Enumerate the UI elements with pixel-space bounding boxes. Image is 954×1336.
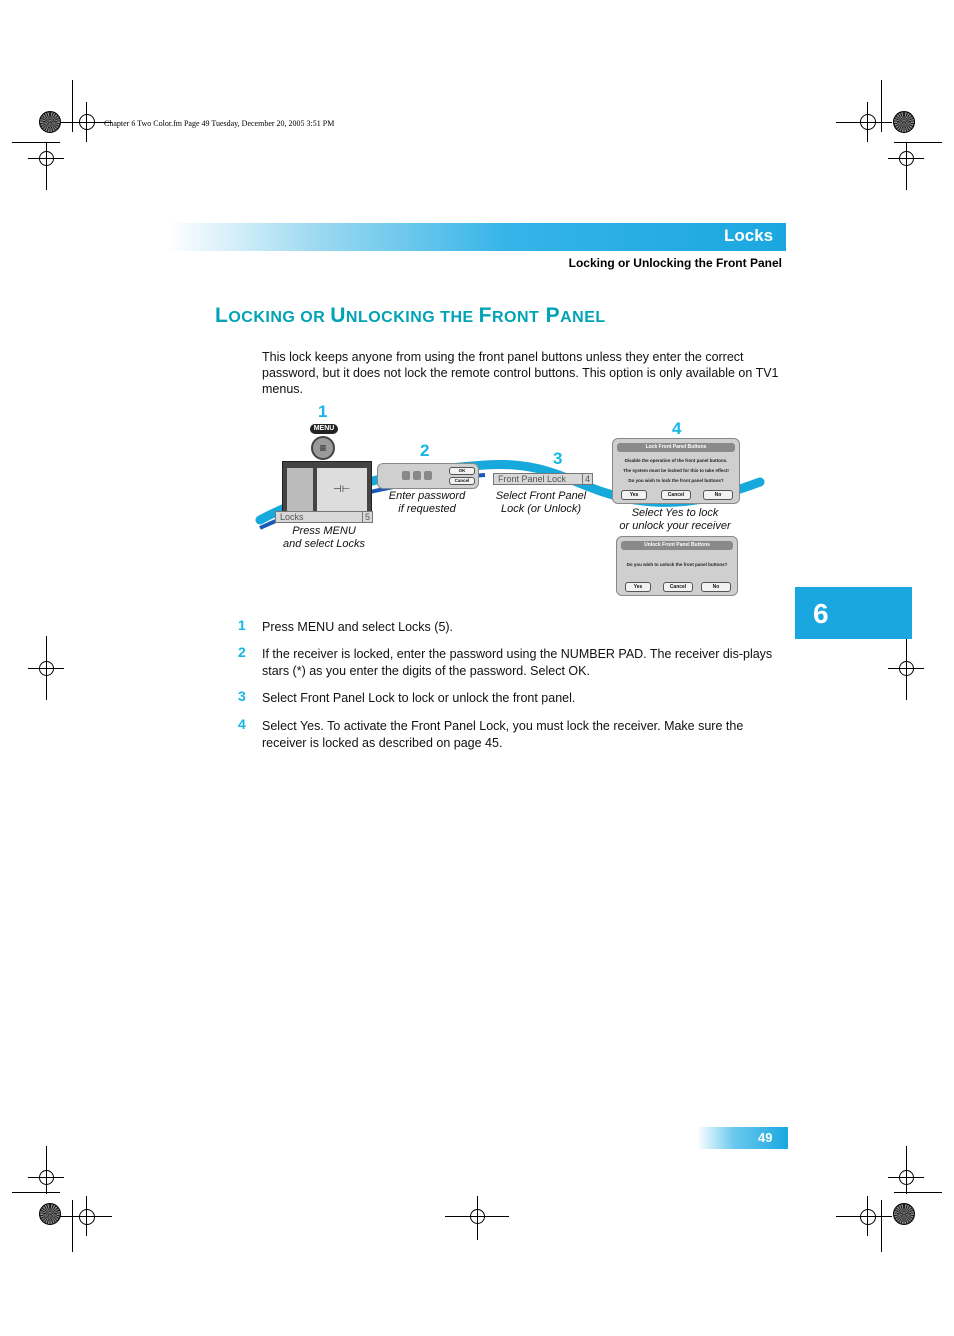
step-text: If the receiver is locked, enter the password using the NUMBER PAD. The receiver dis-plays stars (*) as you enter the digits of the password. Select OK.	[262, 647, 773, 678]
step-number: 2	[238, 644, 246, 660]
step-text: Select Yes. To activate the Front Panel Lock, you must lock the receiver. Make sure the receiver is locked as described on page 45.	[262, 719, 744, 750]
unlock-dialog-line: Do you wish to unlock the front panel buttons?	[626, 562, 728, 567]
figure-step-2: 2	[420, 441, 430, 460]
registration-disc-icon	[39, 1203, 61, 1225]
step-text: Select Front Panel Lock to lock or unlock the front panel.	[262, 691, 576, 705]
banner-title: Locks	[724, 226, 774, 245]
section-title: LOCKING OR UNLOCKING THE FRONT PANEL	[215, 304, 606, 327]
figure-step-4: 4	[672, 419, 682, 438]
no-button[interactable]: No	[701, 582, 731, 592]
step-text: Press MENU and select Locks (5).	[262, 620, 454, 634]
chapter-number: 6	[813, 598, 829, 629]
unlock-front-panel-dialog	[616, 536, 738, 596]
menu-button-label: MENU	[310, 424, 338, 434]
lock-dialog-line: The system must be locked for this to take effect!	[623, 468, 729, 473]
password-keypad	[377, 463, 479, 489]
framemaker-header: Chapter 6 Two Color.fm Page 49 Tuesday, December 20, 2005 3:51 PM	[104, 119, 335, 128]
chapter-banner	[168, 223, 786, 251]
lock-front-panel-dialog	[612, 438, 740, 504]
page-number: 49	[758, 1130, 773, 1145]
lock-dialog-line: Do you wish to lock the front panel buttons?	[628, 478, 724, 483]
registration-disc-icon	[893, 1203, 915, 1225]
figure-step-1: 1	[318, 402, 328, 421]
caption-step4: Select Yes to lock or unlock your receiver	[619, 507, 731, 532]
running-head: Locking or Unlocking the Front Panel	[568, 256, 782, 270]
no-button[interactable]: No	[703, 490, 733, 500]
registration-disc-icon	[39, 111, 61, 133]
locks-menu-item: Locks 5	[275, 511, 373, 523]
yes-button[interactable]: Yes	[621, 490, 647, 500]
ok-button[interactable]: OK	[449, 467, 475, 475]
front-panel-lock-item: Front Panel Lock 4	[493, 473, 593, 485]
caption-step2: Enter password if requested	[388, 490, 466, 515]
menu-remote-icon: ≡	[311, 436, 335, 460]
unlock-dialog-title: Unlock Front Panel Buttons	[621, 541, 733, 550]
lock-dialog-title: Lock Front Panel Buttons	[617, 443, 735, 452]
caption-step1: Press MENU and select Locks	[283, 525, 365, 550]
cancel-button[interactable]: Cancel	[663, 582, 693, 592]
lock-dialog-line: Disable the operation of the front panel buttons.	[624, 458, 728, 463]
page-number-box	[697, 1127, 788, 1149]
registration-disc-icon	[893, 111, 915, 133]
step-number: 3	[238, 688, 246, 704]
yes-button[interactable]: Yes	[625, 582, 651, 592]
tv-menu-screenshot: ⊣⊢	[282, 461, 372, 517]
caption-step3: Select Front Panel Lock (or Unlock)	[495, 490, 587, 515]
cancel-button[interactable]: Cancel	[449, 477, 475, 485]
intro-paragraph: This lock keeps anyone from using the front panel buttons unless they enter the correct password, but it does not lock the remote control buttons. This option is only available on TV1 menus.	[262, 350, 779, 396]
cancel-button[interactable]: Cancel	[661, 490, 691, 500]
step-number: 4	[238, 716, 246, 732]
figure-step-3: 3	[553, 449, 563, 468]
step-number: 1	[238, 617, 246, 633]
